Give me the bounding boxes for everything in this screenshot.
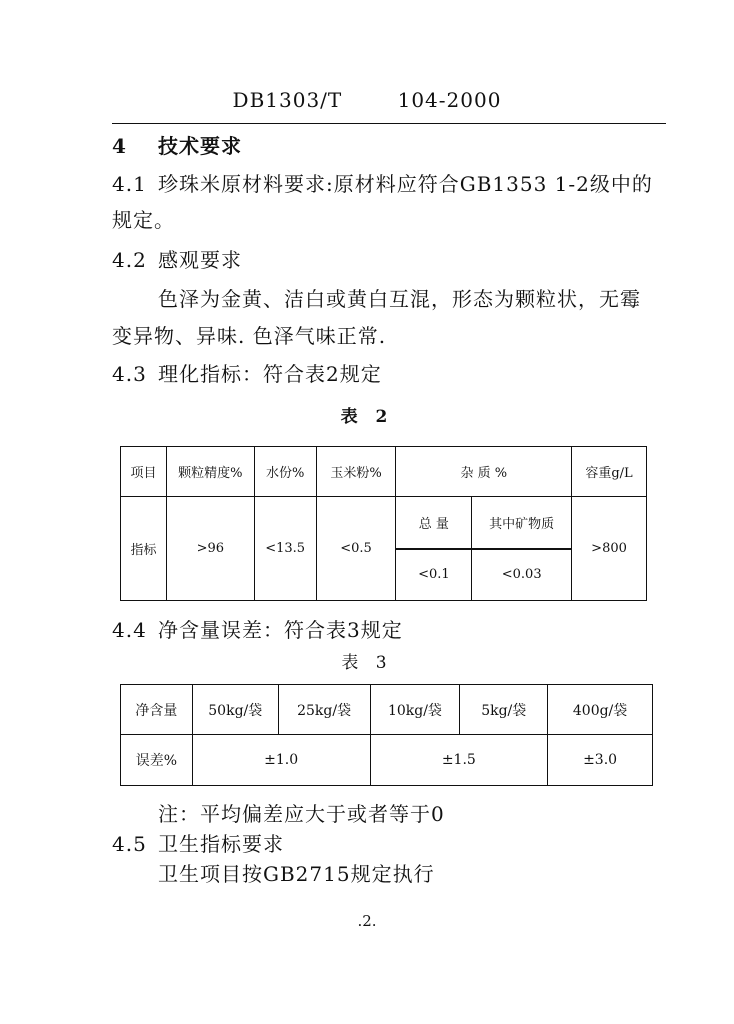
clause-4-3 (112, 362, 382, 386)
value-impurity-total: <0.1 (396, 549, 472, 601)
value-fineness: >96 (166, 497, 254, 601)
standard-code: DB1303/T (232, 88, 343, 112)
header-item: 项目 (121, 447, 167, 497)
header-moisture: 水份% (254, 447, 316, 497)
clause-text: 珍珠米原材料要求:原材料应符合GB1353 1-2级中的 (158, 172, 653, 196)
document-header (0, 88, 734, 112)
clause-number: 4.1 (112, 172, 147, 196)
section-4-heading (112, 134, 242, 158)
clause-title: 理化指标：符合表2规定 (158, 362, 382, 386)
clause-number: 4.3 (112, 362, 147, 386)
error-cell: ±1.0 (192, 735, 370, 786)
clause-title: 卫生指标要求 (158, 832, 284, 856)
header-fineness: 颗粒精度% (166, 447, 254, 497)
clause-4-4 (112, 618, 403, 642)
header-impurity: 杂 质 % (396, 447, 572, 497)
clause-4-5-body: 卫生项目按GB2715规定执行 (158, 862, 435, 886)
table-3-caption: 表 3 (341, 653, 393, 673)
standard-number: 104-2000 (397, 88, 502, 112)
clause-title: 感观要求 (158, 248, 242, 272)
clause-4-1-continued: 规定。 (112, 208, 175, 232)
error-cell: ±1.5 (370, 735, 548, 786)
value-density: >800 (572, 497, 647, 601)
subheader-mineral: 其中矿物质 (472, 497, 572, 549)
size-cell: 10kg/袋 (370, 685, 460, 735)
clause-number: 4.2 (112, 248, 147, 272)
value-corn-flour: <0.5 (316, 497, 396, 601)
clause-4-2-body: 色泽为金黄、洁白或黄白互混，形态为颗粒状，无霉 (158, 287, 641, 311)
row-label-net-content: 净含量 (121, 685, 193, 735)
row-label-index: 指标 (121, 497, 167, 601)
page-number: .2. (357, 912, 377, 930)
header-rule (112, 123, 666, 124)
clause-number: 4.5 (112, 832, 147, 856)
size-cell: 400g/袋 (548, 685, 653, 735)
size-cell: 25kg/袋 (278, 685, 370, 735)
header-density: 容重g/L (572, 447, 647, 497)
table-3-note: 注：平均偏差应大于或者等于0 (158, 802, 445, 826)
error-cell: ±3.0 (548, 735, 653, 786)
size-cell: 5kg/袋 (460, 685, 548, 735)
section-number: 4 (112, 134, 127, 158)
table-3 (120, 684, 653, 786)
value-impurity-mineral: <0.03 (472, 549, 572, 601)
clause-4-5 (112, 832, 284, 856)
clause-title: 净含量误差：符合表3规定 (158, 618, 403, 642)
row-label-error: 误差% (121, 735, 193, 786)
table-2 (120, 446, 647, 601)
clause-4-1 (112, 172, 653, 196)
header-corn-flour: 玉米粉% (316, 447, 396, 497)
clause-number: 4.4 (112, 618, 147, 642)
size-cell: 50kg/袋 (192, 685, 278, 735)
table-2-caption: 表 2 (340, 407, 394, 427)
subheader-total: 总 量 (396, 497, 472, 549)
section-title: 技术要求 (158, 134, 242, 158)
clause-4-2 (112, 248, 242, 272)
value-moisture: <13.5 (254, 497, 316, 601)
clause-4-2-body-continued: 变异物、异味. 色泽气味正常. (112, 324, 387, 348)
